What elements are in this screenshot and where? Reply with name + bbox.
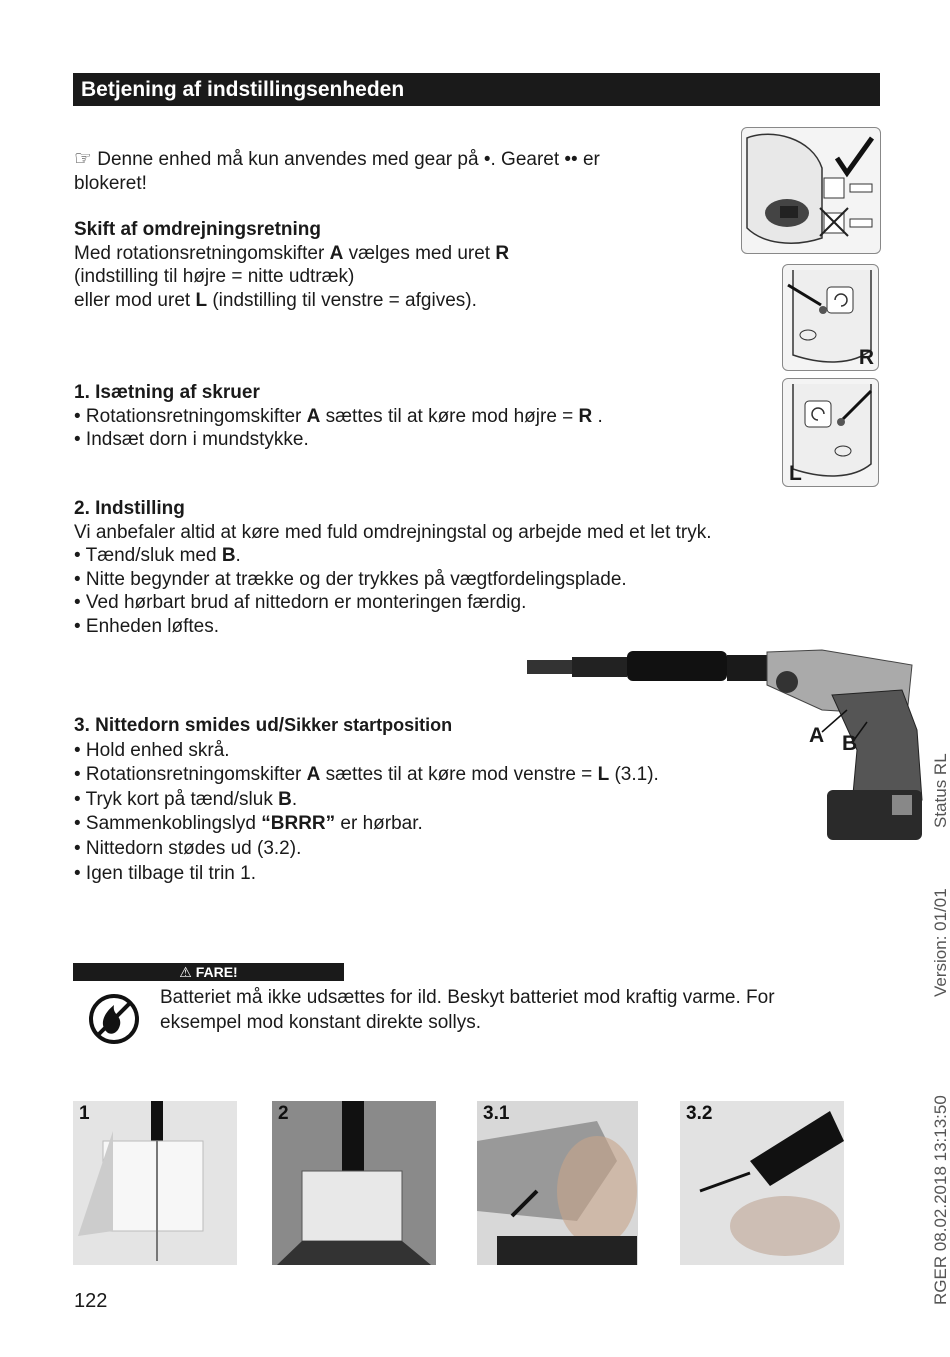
warning-line1: Batteriet må ikke udsættes for ild. Beskyt batteriet mod kraftig varme. For <box>160 987 775 1008</box>
page-number: 122 <box>74 1290 108 1312</box>
label-a: A <box>809 724 825 747</box>
step1-title: 1. Isætning af skruer <box>74 382 260 403</box>
no-fire-icon <box>88 993 140 1045</box>
direction-line1: Med rotationsretningomskifter A vælges med uret R <box>74 242 510 264</box>
step3-bullet5: • Nittedorn stødes ud (3.2). <box>74 837 302 859</box>
side-stamp: RGER 08.02.2018 13:13:50 <box>931 1095 950 1305</box>
step3-bullet6: • Igen tilbage til trin 1. <box>74 862 256 884</box>
step3-bullet3: • Tryk kort på tænd/sluk B. <box>74 788 298 810</box>
direction-title: Skift af omdrejningsretning <box>74 219 322 240</box>
step2-bullet2: • Nitte begynder at trække og der trykkes på vægtfordelingsplade. <box>74 568 627 590</box>
step3-bullet4: • Sammenkoblingslyd “BRRR” er hørbar. <box>74 813 423 835</box>
step3-bullet1: • Hold enhed skrå. <box>74 739 230 761</box>
step1-bullet1: • Rotationsretningomskifter A sættes til at køre mod højre = R . <box>74 405 603 427</box>
photo-step-2: 2 <box>272 1101 436 1265</box>
photo-step-3-1: 3.1 <box>477 1101 638 1265</box>
step3-title: 3. Nittedorn smides ud/Sikker startposition <box>74 715 453 736</box>
step2-bullet1: • Tænd/sluk med B. <box>74 545 241 566</box>
step2-bullet4: • Enheden løftes. <box>74 615 220 637</box>
warning-text <box>160 985 880 1035</box>
note-line2: blokeret! <box>74 172 147 194</box>
note-line1: Denne enhed må kun anvendes med gear på •. Gearet •• er <box>97 149 600 170</box>
gear-selector-figure <box>741 127 881 254</box>
direction-line3: eller mod uret L (indstilling til venstre = afgives). <box>74 289 477 311</box>
label-r: R <box>858 346 874 369</box>
label-l: L <box>789 462 802 485</box>
step2-bullet3: • Ved hørbart brud af nittedorn er monteringen færdig. <box>74 592 527 613</box>
step1-bullet2: • Indsæt dorn i mundstykke. <box>74 429 309 450</box>
side-status: Status RL <box>931 753 950 828</box>
step2-section <box>74 497 834 638</box>
rivet-tool-drawing <box>522 640 932 845</box>
warning-label: FARE! <box>195 964 238 980</box>
rivet-tool-illustration <box>522 640 932 845</box>
direction-line2: (indstilling til højre = nitte udtræk) <box>74 266 355 287</box>
side-version: Version: 01/01 <box>931 888 950 997</box>
warning-triangle-icon: ⚠ <box>179 964 192 980</box>
section-heading: Betjening af indstillingsenheden <box>73 73 880 106</box>
gear-selector-drawing <box>742 128 880 253</box>
direction-right-figure <box>782 264 879 371</box>
note-text <box>74 148 714 195</box>
step2-intro: Vi anbefaler altid at køre med fuld omdrejningstal og arbejde med et let tryk. <box>74 521 712 543</box>
photo-step-3-2: 3.2 <box>680 1101 844 1265</box>
photo-step-1: 1 <box>73 1101 237 1265</box>
step3-bullet2: • Rotationsretningomskifter A sættes til at køre mod venstre = L (3.1). <box>74 764 659 786</box>
pointing-hand-icon: ☞ <box>74 148 92 170</box>
warning-bar <box>73 963 344 981</box>
label-b: B <box>842 732 858 755</box>
step2-title: 2. Indstilling <box>74 498 185 519</box>
warning-line2: eksempel mod konstant direkte sollys. <box>160 1012 482 1033</box>
step1-section <box>74 381 754 452</box>
direction-section <box>74 218 754 312</box>
direction-left-figure <box>782 378 879 487</box>
